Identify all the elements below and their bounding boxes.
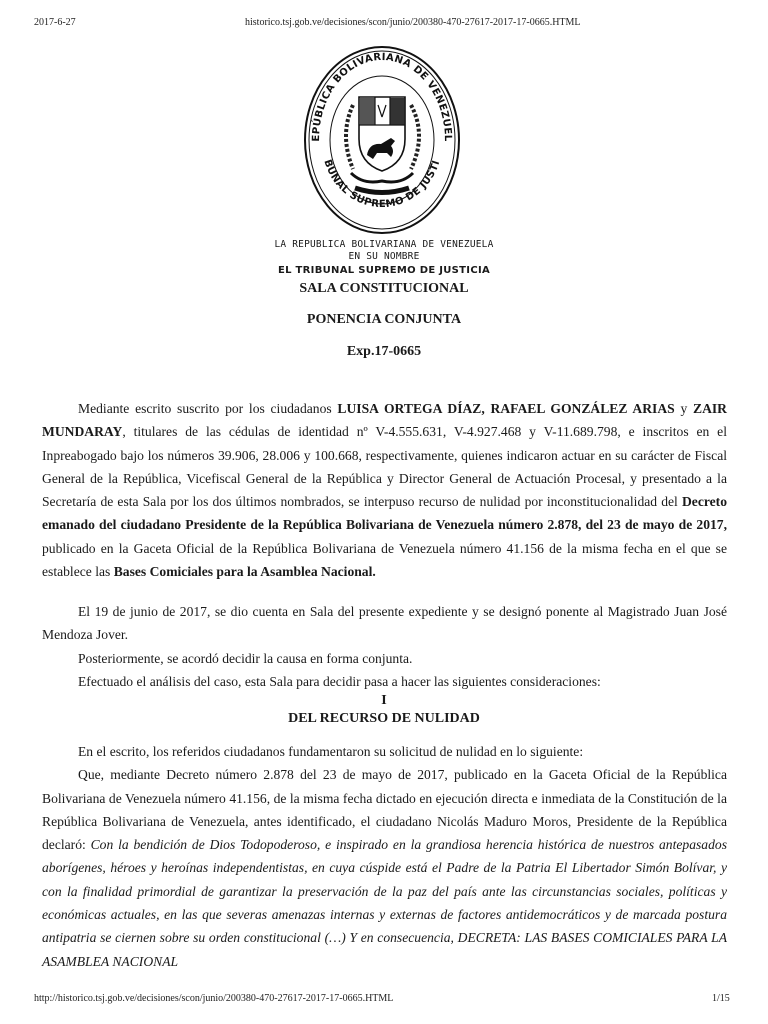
section-number: I	[381, 693, 387, 708]
body-block-3	[42, 740, 727, 973]
seal-top-text: EPÚBLICA BOLIVARIANA DE VENEZUEL	[310, 51, 454, 142]
print-header-url: historico.tsj.gob.ve/decisiones/scon/junio/200380-470-27617-2017-17-0665.HTML	[245, 17, 581, 28]
paragraph-5: En el escrito, los referidos ciudadanos fundamentaron su solicitud de nulidad en lo siguiente:	[78, 744, 584, 759]
paragraph-2: El 19 de junio de 2017, se dio cuenta en Sala del presente expediente y se designó ponente al Magistrado Juan José Mendoza Jover.	[42, 604, 727, 643]
paragraph-1: Mediante escrito suscrito por los ciudadanos LUISA ORTEGA DÍAZ, RAFAEL GONZÁLEZ ARIAS y ZAIR MUNDARAY, titulares de las cédulas de identidad nº V-4.555.631, V-4.927.468 y V-11.689.798, e inscritos en el Inpreabogado bajo los números 39.906, 28.006 y 100.668, respectivamente, quienes indicaron actuar en su carácter de Fiscal General de la República, Vicefiscal General de la República y Director General de Actuación Procesal, y presentado a la Secretaría de esta Sala por los dos últimos nombrados, se interpuso recurso de nulidad por inconstitucionalidad del Decreto emanado del ciudadano Presidente de la República Bolivariana de Venezuela número 2.878, del 23 de mayo de 2017, publicado en la Gaceta Oficial de la República Bolivariana de Venezuela número 41.156 de la misma fecha en el que se establece las Bases Comiciales para la Asamblea Nacional.	[42, 401, 727, 580]
heading-en-su-nombre: EN SU NOMBRE	[348, 251, 420, 262]
body-block-2	[42, 600, 727, 693]
seal-bottom-text: BUNAL SUPREMO DE JUSTI	[321, 158, 443, 211]
page-number: 1/15	[712, 993, 730, 1004]
paragraph-3: Posteriormente, se acordó decidir la causa en forma conjunta.	[78, 650, 413, 666]
tsj-seal-emblem	[303, 45, 461, 235]
heading-tribunal: EL TRIBUNAL SUPREMO DE JUSTICIA	[277, 265, 491, 276]
paragraph-4: Efectuado el análisis del caso, esta Sala para decidir pasa a hacer las siguientes consideraciones:	[78, 673, 601, 689]
ponencia-title: PONENCIA CONJUNTA	[306, 312, 462, 327]
expediente-number: Exp.17-0665	[346, 344, 422, 359]
heading-republica: LA REPUBLICA BOLIVARIANA DE VENEZUELA	[274, 239, 494, 250]
print-footer-url: http://historico.tsj.gob.ve/decisiones/scon/junio/200380-470-27617-2017-17-0665.HTML	[34, 993, 394, 1004]
body-block-1	[42, 397, 727, 583]
print-date: 2017-6-27	[34, 17, 76, 28]
sala-title: SALA CONSTITUCIONAL	[299, 281, 469, 296]
section-title: DEL RECURSO DE NULIDAD	[288, 711, 480, 726]
paragraph-6: Que, mediante Decreto número 2.878 del 23 de mayo de 2017, publicado en la Gaceta Oficial de la República Bolivariana de Venezuela número 41.156, de la misma fecha dictado en ejecución directa e inmediata de la Constitución de la República Bolivariana de Venezuela, antes identificado, el ciudadano Nicolás Maduro Moros, Presidente de la República declaró: Con la bendición de Dios Todopoderoso, e inspirado en la grandiosa herencia histórica de nuestros antepasados aborígenes, héroes y heroínas independentistas, en cuya cúspide está el Padre de la Patria El Libertador Simón Bolívar, y con la finalidad primordial de garantizar la preservación de la paz del país ante las circunstancias sociales, políticas y económicas actuales, en las que severas amenazas internas y externas de factores antidemocráticos y de marcada postura antipatria se ciernen sobre su orden constitucional (…) Y en consecuencia, DECRETA: LAS BASES COMICIALES PARA LA ASAMBLEA NACIONAL	[42, 767, 727, 969]
